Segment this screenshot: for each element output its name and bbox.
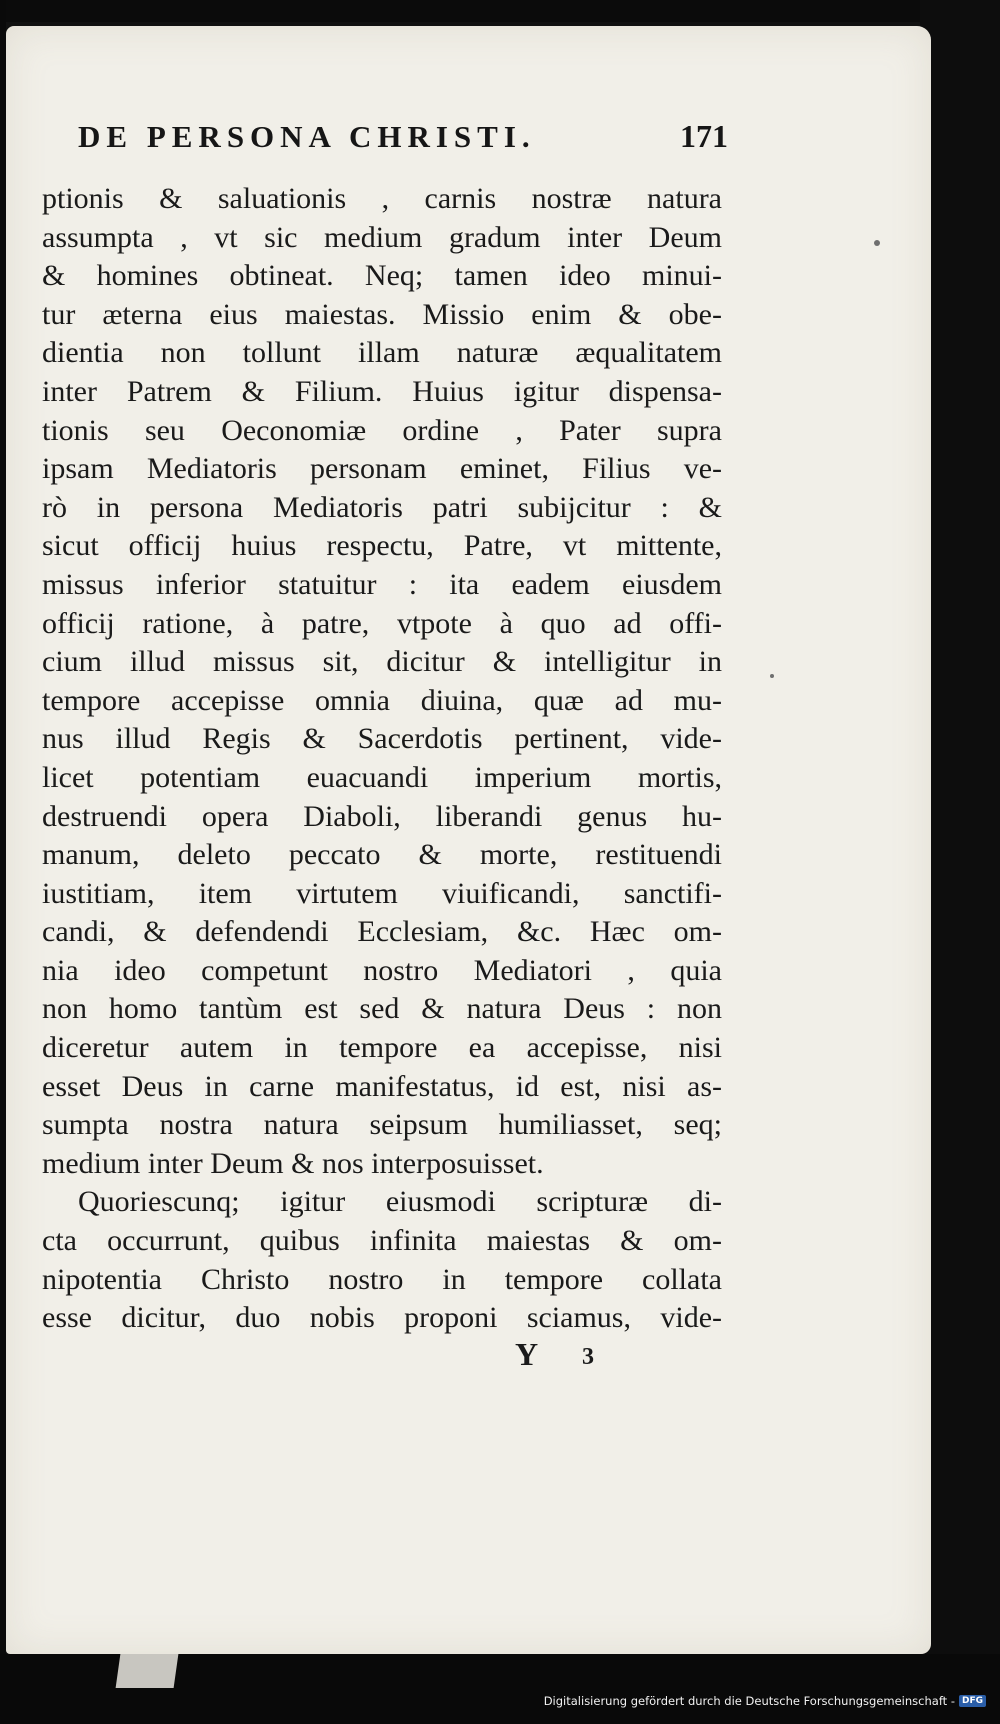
body-text: [42, 180, 742, 1338]
paper-speck: [770, 674, 774, 678]
text-line: destruendi opera Diaboli, liberandi genus hu-: [42, 799, 722, 833]
page-edge-tab: [116, 1654, 179, 1688]
scan-border-right: [920, 0, 1000, 1724]
text-line: tionis seu Oeconomiæ ordine , Pater supra: [42, 413, 722, 447]
text-line: tempore accepisse omnia diuina, quæ ad mu-: [42, 683, 722, 717]
text-line: sicut officij huius respectu, Patre, vt mittente,: [42, 529, 722, 563]
text-line: iustitiam, item virtutem viuificandi, sanctifi-: [42, 876, 722, 910]
signature-mark: Y: [515, 1336, 539, 1372]
credit-text: Digitalisierung gefördert durch die Deutsche Forschungsgemeinschaft -: [543, 1694, 955, 1708]
digitization-credit: [544, 1694, 986, 1708]
text-line: inter Patrem & Filium. Huius igitur dispensa-: [42, 374, 722, 408]
dfg-logo: DFG: [959, 1695, 986, 1707]
page-number: 171: [680, 118, 728, 154]
text-line: manum, deleto peccato & morte, restituendi: [42, 838, 722, 872]
text-line: esset Deus in carne manifestatus, id est, nisi as-: [42, 1069, 722, 1103]
text-line: diceretur autem in tempore ea accepisse, nisi: [42, 1031, 722, 1065]
text-line: esse dicitur, duo nobis proponi sciamus, vide-: [42, 1301, 722, 1335]
scan-border-top: [0, 0, 1000, 22]
page-header: [78, 118, 728, 158]
text-line: assumpta , vt sic medium gradum inter Deum: [42, 220, 722, 254]
text-line: nipotentia Christo nostro in tempore collata: [42, 1262, 722, 1296]
text-line: nus illud Regis & Sacerdotis pertinent, vide-: [42, 722, 722, 756]
text-line: candi, & defendendi Ecclesiam, &c. Hæc om-: [42, 915, 722, 949]
text-line: rò in persona Mediatoris patri subijcitur : &: [42, 490, 722, 524]
text-line: non homo tantùm est sed & natura Deus : non: [42, 992, 722, 1026]
text-line: sumpta nostra natura seipsum humiliasset, seq;: [42, 1108, 722, 1142]
text-line: ptionis & saluationis , carnis nostræ natura: [42, 182, 722, 215]
signature-number: 3: [582, 1344, 594, 1370]
page-footer: [42, 1336, 722, 1376]
text-line: cium illud missus sit, dicitur & intelligitur in: [42, 645, 722, 679]
text-line: dientia non tollunt illam naturæ æqualitatem: [42, 336, 722, 370]
text-line: medium inter Deum & nos interposuisset.: [42, 1146, 544, 1180]
paragraph-start-line: Quoriescunq; igitur eiusmodi scripturæ di-: [78, 1185, 722, 1219]
text-line: missus inferior statuitur : ita eadem eiusdem: [42, 567, 722, 601]
text-line: cta occurrunt, quibus infinita maiestas & om-: [42, 1224, 722, 1258]
text-line: & homines obtineat. Neq; tamen ideo minui-: [42, 259, 722, 293]
text-line: ipsam Mediatoris personam eminet, Filius ve-: [42, 452, 722, 486]
text-line: nia ideo competunt nostro Mediatori , quia: [42, 953, 722, 987]
text-line: tur æterna eius maiestas. Missio enim & obe-: [42, 297, 722, 331]
paper-speck: [874, 240, 880, 246]
text-line: officij ratione, à patre, vtpote à quo ad offi-: [42, 606, 722, 640]
book-page: [6, 26, 931, 1654]
running-title: DE PERSONA CHRISTI.: [78, 119, 536, 154]
text-line: licet potentiam euacuandi imperium mortis,: [42, 760, 722, 794]
